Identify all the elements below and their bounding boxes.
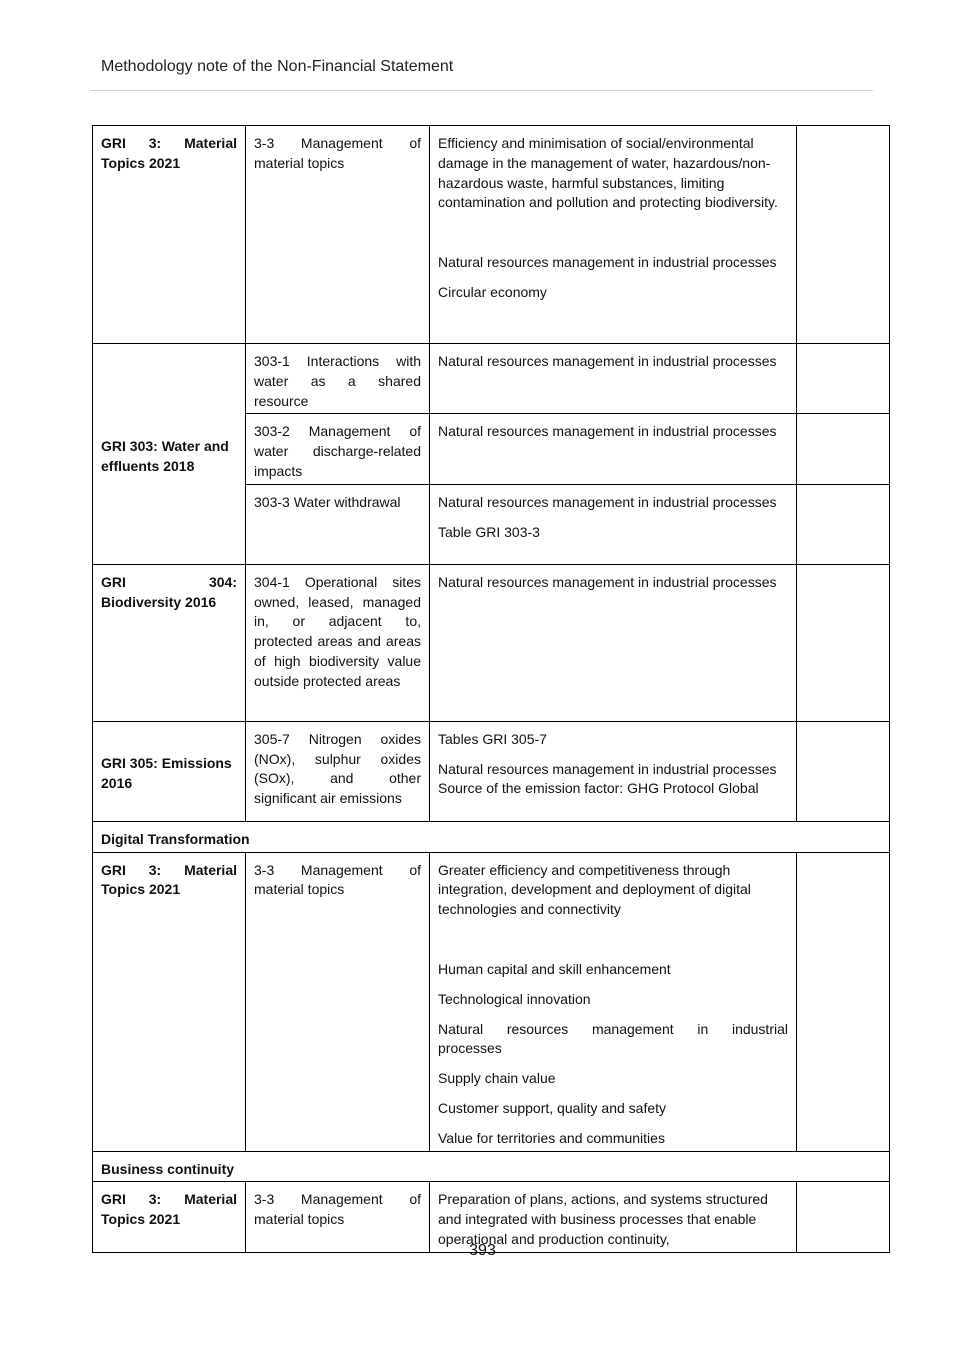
reference-text: Natural resources management in industrial processes <box>438 760 777 777</box>
reference-cell <box>430 721 797 821</box>
reference-text: Technological innovation <box>438 990 591 1007</box>
notes-cell <box>797 484 890 564</box>
reference-text: Circular economy <box>438 283 547 300</box>
disclosure-cell: 3-3 Management of material topics <box>246 126 430 344</box>
gri-standard-cell: GRI 304: Biodiversity 2016 <box>93 564 246 721</box>
table-row <box>93 126 890 344</box>
reference-cell <box>430 484 797 564</box>
reference-text: Natural resources management in industrial processes <box>438 493 777 510</box>
disclosure-cell: 303-1 Interactions with water as a shared resource <box>246 344 430 414</box>
table-row <box>93 564 890 721</box>
reference-text: Table GRI 303-3 <box>438 523 540 540</box>
reference-text: Natural resources management in industrial processes <box>438 353 777 369</box>
reference-text: Efficiency and minimisation of social/environmental damage in the management of water, hazardous/non-hazardous waste, harmful substances, limiting contamination and pollution and protecting biodiversity. <box>438 135 778 211</box>
section-header-row <box>93 821 890 852</box>
reference-text-line: Natural resources management in industrial <box>438 1020 788 1037</box>
header-divider <box>90 90 873 91</box>
gri-standard-cell: GRI 305: Emissions 2016 <box>93 721 246 821</box>
disclosure-cell: 303-3 Water withdrawal <box>246 484 430 564</box>
gri-standard-cell: GRI 3: Material Topics 2021 <box>93 852 246 1151</box>
reference-text: Value for territories and communities <box>438 1129 665 1146</box>
reference-text: Natural resources management in industrial processes <box>438 423 777 440</box>
table-row <box>93 344 890 414</box>
page-header-title: Methodology note of the Non-Financial Statement <box>101 58 454 75</box>
reference-text: Human capital and skill enhancement <box>438 960 671 977</box>
section-header-row <box>93 1151 890 1182</box>
notes-cell <box>797 344 890 414</box>
reference-text: Preparation of plans, actions, and systems structured and integrated with business processes that enable operational and production continuity, <box>438 1191 768 1247</box>
gri-content-index-table <box>92 125 890 1253</box>
reference-text: Natural resources management in industrial processes <box>438 254 777 271</box>
reference-text: Supply chain value <box>438 1070 556 1087</box>
page-number: 393 <box>469 1242 496 1259</box>
table-row <box>93 721 890 821</box>
gri-standard-cell: GRI 3: Material Topics 2021 <box>93 126 246 344</box>
disclosure-cell: 305-7 Nitrogen oxides (NOx), sulphur oxides (SOx), and other significant air emissions <box>246 721 430 821</box>
reference-cell <box>430 126 797 344</box>
section-title: Business continuity <box>93 1151 890 1182</box>
section-title: Digital Transformation <box>93 821 890 852</box>
reference-cell <box>430 564 797 721</box>
reference-cell <box>430 852 797 1151</box>
notes-cell <box>797 564 890 721</box>
notes-cell <box>797 414 890 484</box>
table-row <box>93 852 890 1151</box>
reference-text: Natural resources management in industrial processes <box>438 1020 788 1057</box>
disclosure-cell: 303-2 Management of water discharge-related impacts <box>246 414 430 484</box>
notes-cell <box>797 126 890 344</box>
reference-cell <box>430 414 797 484</box>
reference-text: Customer support, quality and safety <box>438 1099 667 1116</box>
gri-standard-cell: GRI 303: Water and effluents 2018 <box>93 344 246 565</box>
disclosure-cell: 3-3 Management of material topics <box>246 1182 430 1252</box>
reference-text: Natural resources management in industrial processes <box>438 573 777 590</box>
reference-text: Source of the emission factor: GHG Protocol Global <box>438 780 759 797</box>
notes-cell <box>797 721 890 821</box>
reference-text: Greater efficiency and competitiveness through integration, development and deployment of digital technologies and connectivity <box>438 861 751 918</box>
reference-cell <box>430 344 797 414</box>
reference-text: Tables GRI 305-7 <box>438 730 547 747</box>
gri-standard-cell: GRI 3: Material Topics 2021 <box>93 1182 246 1252</box>
disclosure-cell: 3-3 Management of material topics <box>246 852 430 1151</box>
disclosure-cell: 304-1 Operational sites owned, leased, managed in, or adjacent to, protected areas and areas of high biodiversity value outside protected areas <box>246 564 430 721</box>
notes-cell <box>797 852 890 1151</box>
